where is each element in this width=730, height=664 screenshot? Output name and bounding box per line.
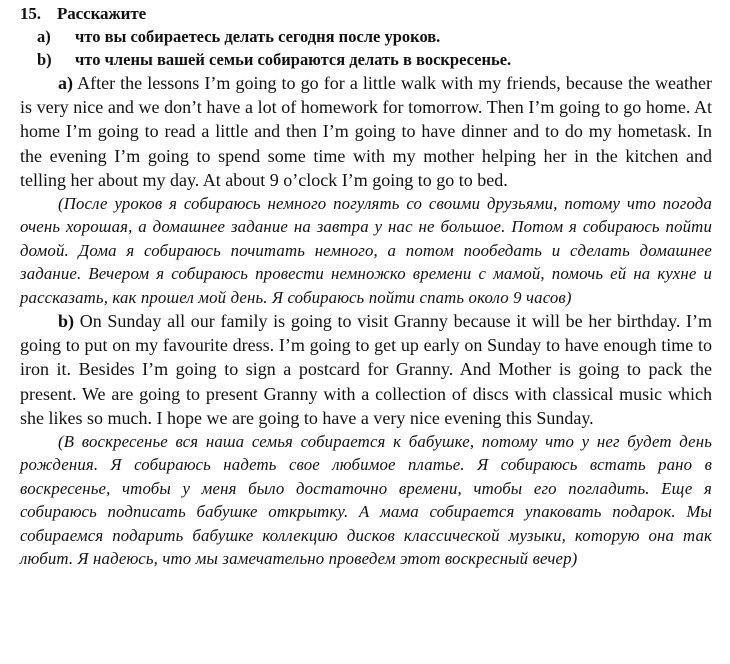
task-a <box>20 25 712 48</box>
answer-b-russian: (В воскресенье вся наша семья собирается к бабушке, потому что у нег будет день рождения. Я собираюсь надеть свое любимое платье. Я собираюсь встать рано в воскресенье, чтобы у меня было достаточно времени, чтобы его погладить. Еще я собираюсь подписать бабушке открытку. А мама собирается упаковать подарок. Мы собираемся подарить бабушке коллекцию дисков классической музыки, которую она так любит. Я надеюсь, что мы замечательно проведем этот воскресный вечер) <box>20 432 712 569</box>
task-b-text: что члены вашей семьи собираются делать в воскресенье. <box>75 50 512 69</box>
task-b-letter: b) <box>37 50 52 69</box>
task-a-letter: a) <box>37 27 51 46</box>
answer-a-english <box>20 71 712 192</box>
exercise-number: 15. <box>20 4 41 23</box>
answer-b-english-text: On Sunday all our family is going to visit Granny because it will be her birthday. I’m going to put on my favourite dress. I’m going to get up early on Sunday to have enough time to iron it. Besides I’m going to sign a postcard for Granny. And Mother is going to pack the present. We are going to present Granny with a collection of discs with classical music which she likes so much. I hope we are going to have a very nice evening this Sunday. <box>20 311 713 428</box>
answer-a-russian: (После уроков я собираюсь немного погулять со своими друзьями, потому что погода очень хорошая, а домашнее задание на завтра у нас не большое. Потом я собираюсь пойти домой. Дома я собираюсь почитать немного, а потом пообедать и сделать домашнее задание. Вечером я собираюсь провести немножко времени с мамой, помочь ей на кухне и рассказать, как прошел мой день. Я собираюсь пойти спать около 9 часов) <box>20 194 712 307</box>
task-b <box>20 48 712 71</box>
answer-a-english-text: After the lessons I’m going to go for a little walk with my friends, because the weather is very nice and we don’t have a lot of homework for tomorrow. Then I’m going to go home. At home I’m going to read a little and then I’m going to have dinner and to do my hometask. In the evening I’m going to spend some time with my mother helping her in the kitchen and telling her about my day. At about 9 o’clock I’m going to go to bed. <box>20 73 712 190</box>
answer-b-marker: b) <box>58 311 75 332</box>
exercise-header <box>20 2 712 25</box>
task-a-text: что вы собираетесь делать сегодня после уроков. <box>75 27 441 46</box>
exercise-title: Расскажите <box>57 4 147 23</box>
textbook-page <box>20 2 712 571</box>
answer-b-english <box>20 309 712 430</box>
answer-a-marker: a) <box>58 73 73 93</box>
